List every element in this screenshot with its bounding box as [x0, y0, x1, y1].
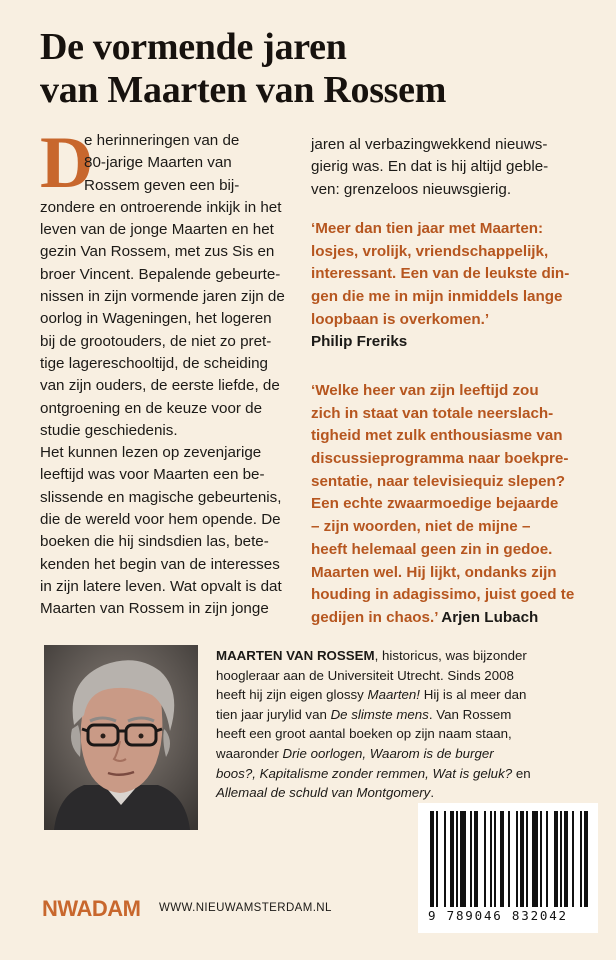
quote-line: ‘Welke heer van zijn leeftijd zou — [311, 382, 539, 399]
bio-text: heeft hij zijn eigen glossy — [216, 687, 368, 703]
barcode-bar — [580, 811, 582, 907]
publisher-website: WWW.NIEUWAMSTERDAM.NL — [159, 902, 332, 914]
blurb-line: kenden het begin van de interesses — [40, 555, 280, 573]
quote-line: – zijn woorden, niet de mijne – — [311, 518, 531, 536]
blurb-right-column — [311, 134, 586, 201]
blurb-line: oorlog in Wageningen, het logeren — [40, 310, 272, 328]
barcode-bar — [474, 811, 478, 907]
quote-line: ‘Meer dan tien jaar met Maarten: — [311, 220, 544, 237]
author-portrait-image — [44, 645, 198, 830]
barcode-bar — [554, 811, 558, 907]
quote-line: Maarten wel. Hij lijkt, ondanks zijn — [311, 563, 557, 581]
publisher-logo — [42, 896, 146, 926]
bio-line — [216, 646, 606, 666]
blurb-line: boeken die hij sindsdien las, bete- — [40, 533, 269, 551]
barcode-bar — [460, 811, 466, 907]
quote-line: discussieprogramma naar boekpre- — [311, 450, 569, 468]
barcode-bar — [444, 811, 446, 907]
bio-line — [216, 705, 606, 725]
bio-line — [216, 685, 606, 705]
bio-title: boos?, Kapitalisme zonder remmen, Wat is geluk? — [216, 765, 513, 781]
quote-text: gedijen in chaos.’ — [311, 608, 438, 626]
quote-line: loopbaan is overkomen.’ — [311, 310, 490, 328]
bio-text: . Van Rossem — [428, 706, 512, 722]
quote-line — [311, 607, 574, 630]
quote-line: Een echte zwaarmoedige bejaarde — [311, 495, 559, 513]
barcode-bar — [572, 811, 574, 907]
barcode-bar — [564, 811, 568, 907]
bio-line — [216, 744, 606, 764]
quote-line: tigheid met zulk enthousiasme van — [311, 427, 563, 445]
quote-line: houding in adagissimo, juist goed te — [311, 586, 575, 604]
blurb-line: Maarten van Rossem in zijn jonge — [40, 600, 269, 618]
blurb-line: leven van de jonge Maarten en het — [40, 221, 274, 239]
barcode-bar — [456, 811, 458, 907]
barcode-bar — [584, 811, 588, 907]
bio-text: . — [430, 785, 435, 801]
quote-line: interessant. Een van de leukste din- — [311, 265, 570, 283]
quote-lubach — [311, 380, 574, 630]
blurb-line: ontgroening en de keuze voor de — [40, 399, 263, 417]
barcode-bar — [436, 811, 438, 907]
barcode-bar — [470, 811, 472, 907]
barcode-bar — [508, 811, 510, 907]
quote-line: zich in staat van totale neerslach- — [311, 404, 554, 422]
blurb-line: van zijn ouders, de eerste liefde, de — [40, 377, 280, 395]
bio-line — [216, 783, 606, 803]
author-portrait — [44, 645, 198, 830]
barcode-bar — [450, 811, 454, 907]
drop-cap: D — [40, 122, 94, 204]
quote-line: sentatie, naar televisiequiz slepen? — [311, 472, 566, 490]
barcode-bar — [494, 811, 496, 907]
blurb-line: gezin Van Rossem, met zus Sis en — [40, 243, 275, 261]
title-line-2: van Maarten van Rossem — [40, 69, 447, 111]
barcode-bar — [526, 811, 528, 907]
barcode-bar — [484, 811, 486, 907]
blurb-line: ven: grenzeloos nieuwsgierig. — [311, 180, 512, 198]
blurb-line: tige lagereschooltijd, de scheiding — [40, 354, 268, 372]
blurb-line: gierig was. En dat is hij altijd geble- — [311, 158, 549, 176]
barcode-bar — [546, 811, 548, 907]
barcode-bar — [532, 811, 538, 907]
bio-text: , historicus, was bijzonder — [374, 648, 527, 663]
blurb-line: Rossem geven een bij- — [84, 176, 240, 194]
blurb-line: in zijn latere leven. Wat opvalt is dat — [40, 577, 282, 595]
blurb-line: leeftijd was voor Maarten een be- — [40, 466, 265, 484]
barcode-bar — [490, 811, 492, 907]
blurb-line: jaren al verbazingwekkend nieuws- — [311, 136, 548, 153]
bio-line: hoogleraar aan de Universiteit Utrecht. Sinds 2008 — [216, 667, 514, 683]
quote-author: Philip Freriks — [311, 333, 408, 351]
barcode-bar — [516, 811, 518, 907]
title-line-1: De vormende jaren — [40, 26, 347, 68]
barcode-bar — [500, 811, 504, 907]
barcode-bar — [430, 811, 434, 907]
blurb-line: die de wereld voor hem opende. De — [40, 511, 281, 529]
quote-freriks — [311, 218, 569, 354]
blurb-line: Het kunnen lezen op zevenjarige — [40, 444, 262, 462]
publisher-logo-text: NWADAM — [42, 896, 141, 920]
bio-text: en — [512, 765, 531, 781]
barcode-bar — [540, 811, 542, 907]
bio-line — [216, 764, 606, 784]
bio-title: Allemaal de schuld van Montgomery — [216, 785, 431, 801]
blurb-line: broer Vincent. Bepalende gebeurte- — [40, 265, 281, 283]
barcode-bar — [560, 811, 562, 907]
blurb-line: bij de grootouders, de niet zo pret- — [40, 332, 272, 350]
isbn-number: 9 789046 832042 — [428, 908, 568, 923]
blurb-line: nissen in zijn vormende jaren zijn de — [40, 288, 285, 306]
quote-line: heeft helemaal geen zin in gedoe. — [311, 540, 553, 558]
bio-title: Maarten! — [367, 687, 421, 703]
bio-title: Drie oorlogen, Waarom is de burger — [282, 745, 494, 761]
blurb-line: 80-jarige Maarten van — [84, 154, 232, 172]
blurb-line: slissende en magische gebeurtenis, — [40, 488, 282, 506]
quote-line: gen die me in mijn inmiddels lange — [311, 288, 563, 306]
quote-author: Arjen Lubach — [441, 608, 539, 626]
bio-text: Hij is al meer dan — [420, 687, 527, 703]
bio-line: heeft een groot aantal boeken op zijn naam staan, — [216, 726, 512, 742]
blurb-line: studie geschiedenis. — [40, 421, 178, 439]
blurb-line: zondere en ontroerende inkijk in het — [40, 198, 282, 216]
bio-text: tien jaar jurylid van — [216, 706, 331, 722]
blurb-left-column — [40, 122, 292, 621]
blurb-line: e herinneringen van de — [84, 132, 240, 149]
book-title — [40, 26, 600, 112]
publisher-logo-mark — [42, 896, 146, 920]
bio-title: De slimste mens — [330, 706, 429, 722]
bio-text: waaronder — [216, 745, 283, 761]
author-bio — [216, 646, 606, 803]
barcode-bar — [520, 811, 524, 907]
quote-line: losjes, vrolijk, vriendschappelijk, — [311, 242, 549, 260]
author-name: MAARTEN VAN ROSSEM — [216, 648, 375, 663]
